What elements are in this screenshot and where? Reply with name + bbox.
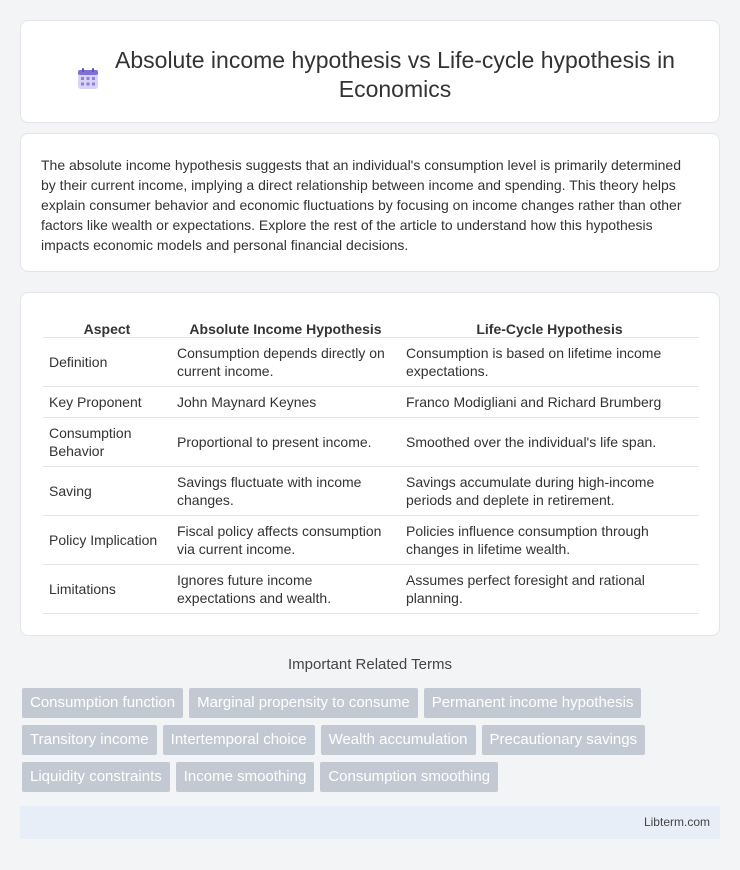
related-terms-heading: Important Related Terms	[288, 656, 452, 673]
page-title: Absolute income hypothesis vs Life-cycle hypothesis in Economics	[115, 47, 675, 102]
term-tag[interactable]: Transitory income	[22, 725, 157, 755]
term-tag[interactable]: Income smoothing	[176, 762, 315, 792]
row-absolute-income: Fiscal policy affects consumption via current income.	[171, 515, 400, 564]
footer	[20, 806, 720, 839]
row-life-cycle: Policies influence consumption through changes in lifetime wealth.	[400, 515, 699, 564]
column-header-aspect: Aspect	[43, 316, 171, 337]
row-aspect: Consumption Behavior	[43, 417, 171, 466]
row-life-cycle: Savings accumulate during high-income periods and deplete in retirement.	[400, 466, 699, 515]
table-row	[43, 515, 699, 564]
row-absolute-income: Proportional to present income.	[171, 417, 400, 466]
term-tag[interactable]: Intertemporal choice	[163, 725, 315, 755]
term-tag[interactable]: Consumption function	[22, 688, 183, 718]
row-absolute-income: Savings fluctuate with income changes.	[171, 466, 400, 515]
related-terms-list	[22, 688, 702, 792]
table-row	[43, 466, 699, 515]
table-row	[43, 386, 699, 417]
row-absolute-income: Consumption depends directly on current income.	[171, 337, 400, 386]
row-aspect: Limitations	[43, 564, 171, 613]
row-absolute-income: John Maynard Keynes	[171, 386, 400, 417]
comparison-card	[20, 292, 720, 636]
term-tag[interactable]: Liquidity constraints	[22, 762, 170, 792]
row-life-cycle: Franco Modigliani and Richard Brumberg	[400, 386, 699, 417]
term-tag[interactable]: Wealth accumulation	[321, 725, 476, 755]
term-tag[interactable]: Marginal propensity to consume	[189, 688, 418, 718]
row-aspect: Policy Implication	[43, 515, 171, 564]
row-aspect: Definition	[43, 337, 171, 386]
row-life-cycle: Consumption is based on lifetime income expectations.	[400, 337, 699, 386]
table-row	[43, 417, 699, 466]
term-tag[interactable]: Consumption smoothing	[320, 762, 498, 792]
table-row	[43, 337, 699, 386]
comparison-table	[43, 316, 699, 614]
row-life-cycle: Smoothed over the individual's life span.	[400, 417, 699, 466]
row-life-cycle: Assumes perfect foresight and rational planning.	[400, 564, 699, 613]
footer-site-link[interactable]: Libterm.com	[643, 815, 710, 829]
column-header-absolute-income: Absolute Income Hypothesis	[171, 316, 400, 337]
column-header-life-cycle: Life-Cycle Hypothesis	[400, 316, 699, 337]
term-tag[interactable]: Precautionary savings	[482, 725, 646, 755]
row-aspect: Saving	[43, 466, 171, 515]
intro-paragraph: The absolute income hypothesis suggests that an individual's consumption level is primarily determined by their current income, implying a direct relationship between income and spending. This theory helps explain consumer behavior and economic fluctuations by focusing on income changes rather than other factors like wealth or expectations. Explore the rest of the article to understand how this hypothesis impacts economic models and personal financial decisions.	[41, 157, 682, 253]
table-row	[43, 564, 699, 613]
title-card	[20, 20, 720, 123]
term-tag[interactable]: Permanent income hypothesis	[424, 688, 642, 718]
table-header-row	[43, 316, 699, 337]
row-aspect: Key Proponent	[43, 386, 171, 417]
row-absolute-income: Ignores future income expectations and wealth.	[171, 564, 400, 613]
intro-card	[20, 133, 720, 272]
